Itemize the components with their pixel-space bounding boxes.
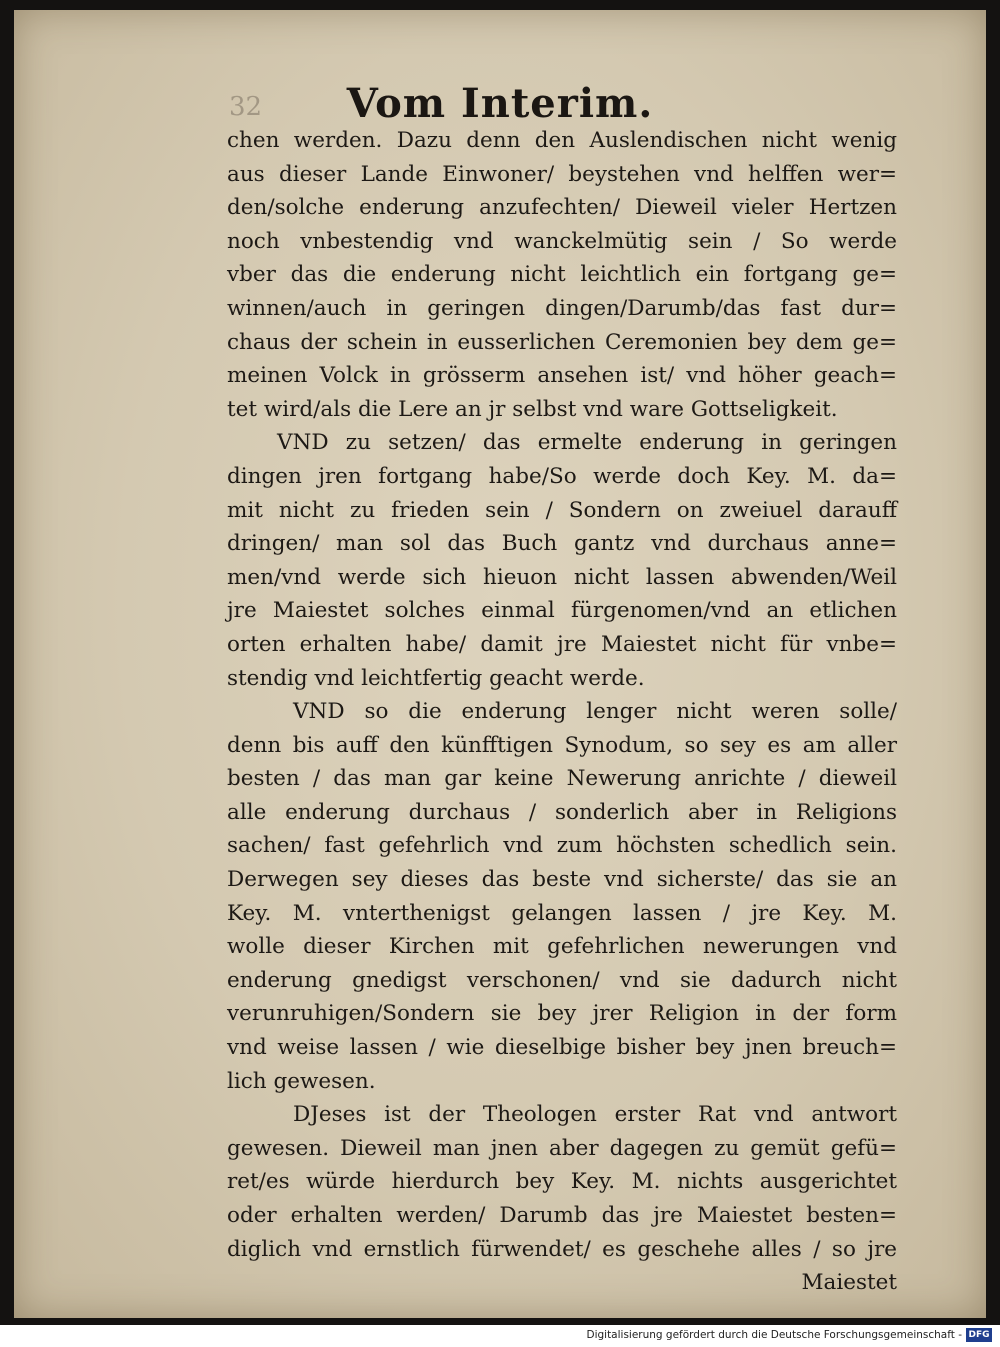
text-line: mit nicht zu frieden sein / Sondern on zweiuel darauff <box>227 497 897 523</box>
dfg-logo-icon: DFG <box>966 1328 992 1342</box>
text-line: chaus der schein in eusserlichen Ceremonien bey dem ge= <box>227 329 897 355</box>
text-line: den/solche enderung anzufechten/ Dieweil vieler Hertzen <box>227 195 897 221</box>
footer-credit: Digitalisierung gefördert durch die Deutsche Forschungsgemeinschaft - <box>586 1329 962 1341</box>
text-line: chen werden. Dazu denn den Auslendischen nicht wenig <box>227 128 897 153</box>
text-line: gewesen. Dieweil man jnen aber dagegen zu gemüt gefü= <box>227 1135 897 1161</box>
digitization-footer <box>0 1325 1000 1347</box>
text-line: alle enderung durchaus / sonderlich aber in Religions <box>227 799 897 825</box>
text-line: dingen jren fortgang habe/So werde doch Key. M. da= <box>227 463 897 489</box>
text-line: men/vnd werde sich hieuon nicht lassen abwenden/Weil <box>227 564 897 590</box>
text-line: vnd weise lassen / wie dieselbige bisher bey jnen breuch= <box>227 1035 897 1061</box>
body-text <box>227 124 897 1300</box>
text-line: Derwegen sey dieses das beste vnd sicherste/ das sie an <box>227 867 897 893</box>
book-page <box>14 10 986 1318</box>
text-line: stendig vnd leichtfertig geacht werde. <box>227 665 645 691</box>
text-line: dringen/ man sol das Buch gantz vnd durchaus anne= <box>227 531 897 557</box>
paragraph-start-line: VND so die enderung lenger nicht weren solle/ <box>293 699 897 725</box>
paragraph-start-line: DJeses ist der Theologen erster Rat vnd antwort <box>293 1102 897 1128</box>
text-line: verunruhigen/Sondern sie bey jrer Religion in der form <box>227 1001 897 1027</box>
text-line: winnen/auch in geringen dingen/Darumb/das fast dur= <box>227 295 897 321</box>
catchword: Maiestet <box>801 1270 897 1296</box>
text-line: tet wird/als die Lere an jr selbst vnd ware Gottseligkeit. <box>227 396 838 422</box>
text-line: aus dieser Lande Einwoner/ beystehen vnd helffen wer= <box>227 161 897 187</box>
text-line: wolle dieser Kirchen mit gefehrlichen newerungen vnd <box>227 934 897 960</box>
text-line: diglich vnd ernstlich fürwendet/ es geschehe alles / so jre <box>227 1236 897 1262</box>
text-line: enderung gnedigst verschonen/ vnd sie dadurch nicht <box>227 967 897 993</box>
page-number: 32 <box>229 92 263 122</box>
text-line: ret/es würde hierdurch bey Key. M. nichts ausgerichtet <box>227 1169 897 1195</box>
text-line: jre Maiestet solches einmal fürgenomen/vnd an etlichen <box>227 598 897 624</box>
paragraph-start-line: VND zu setzen/ das ermelte enderung in geringen <box>277 430 897 456</box>
text-line: meinen Volck in grösserm ansehen ist/ vnd höher geach= <box>227 363 897 389</box>
text-line: vber das die enderung nicht leichtlich ein fortgang ge= <box>227 262 897 288</box>
text-line: oder erhalten werden/ Darumb das jre Maiestet besten= <box>227 1203 897 1228</box>
text-line: orten erhalten habe/ damit jre Maiestet nicht für vnbe= <box>227 631 897 657</box>
text-line: lich gewesen. <box>227 1068 376 1094</box>
running-head: Vom Interim. <box>346 80 654 127</box>
text-line: sachen/ fast gefehrlich vnd zum höchsten schedlich sein. <box>227 833 897 859</box>
text-line: noch vnbestendig vnd wanckelmütig sein / So werde <box>227 228 897 254</box>
text-line: besten / das man gar keine Newerung anrichte / dieweil <box>227 766 897 792</box>
text-line: denn bis auff den künfftigen Synodum, so sey es am aller <box>227 732 897 758</box>
text-line: Key. M. vnterthenigst gelangen lassen / jre Key. M. <box>227 900 897 926</box>
